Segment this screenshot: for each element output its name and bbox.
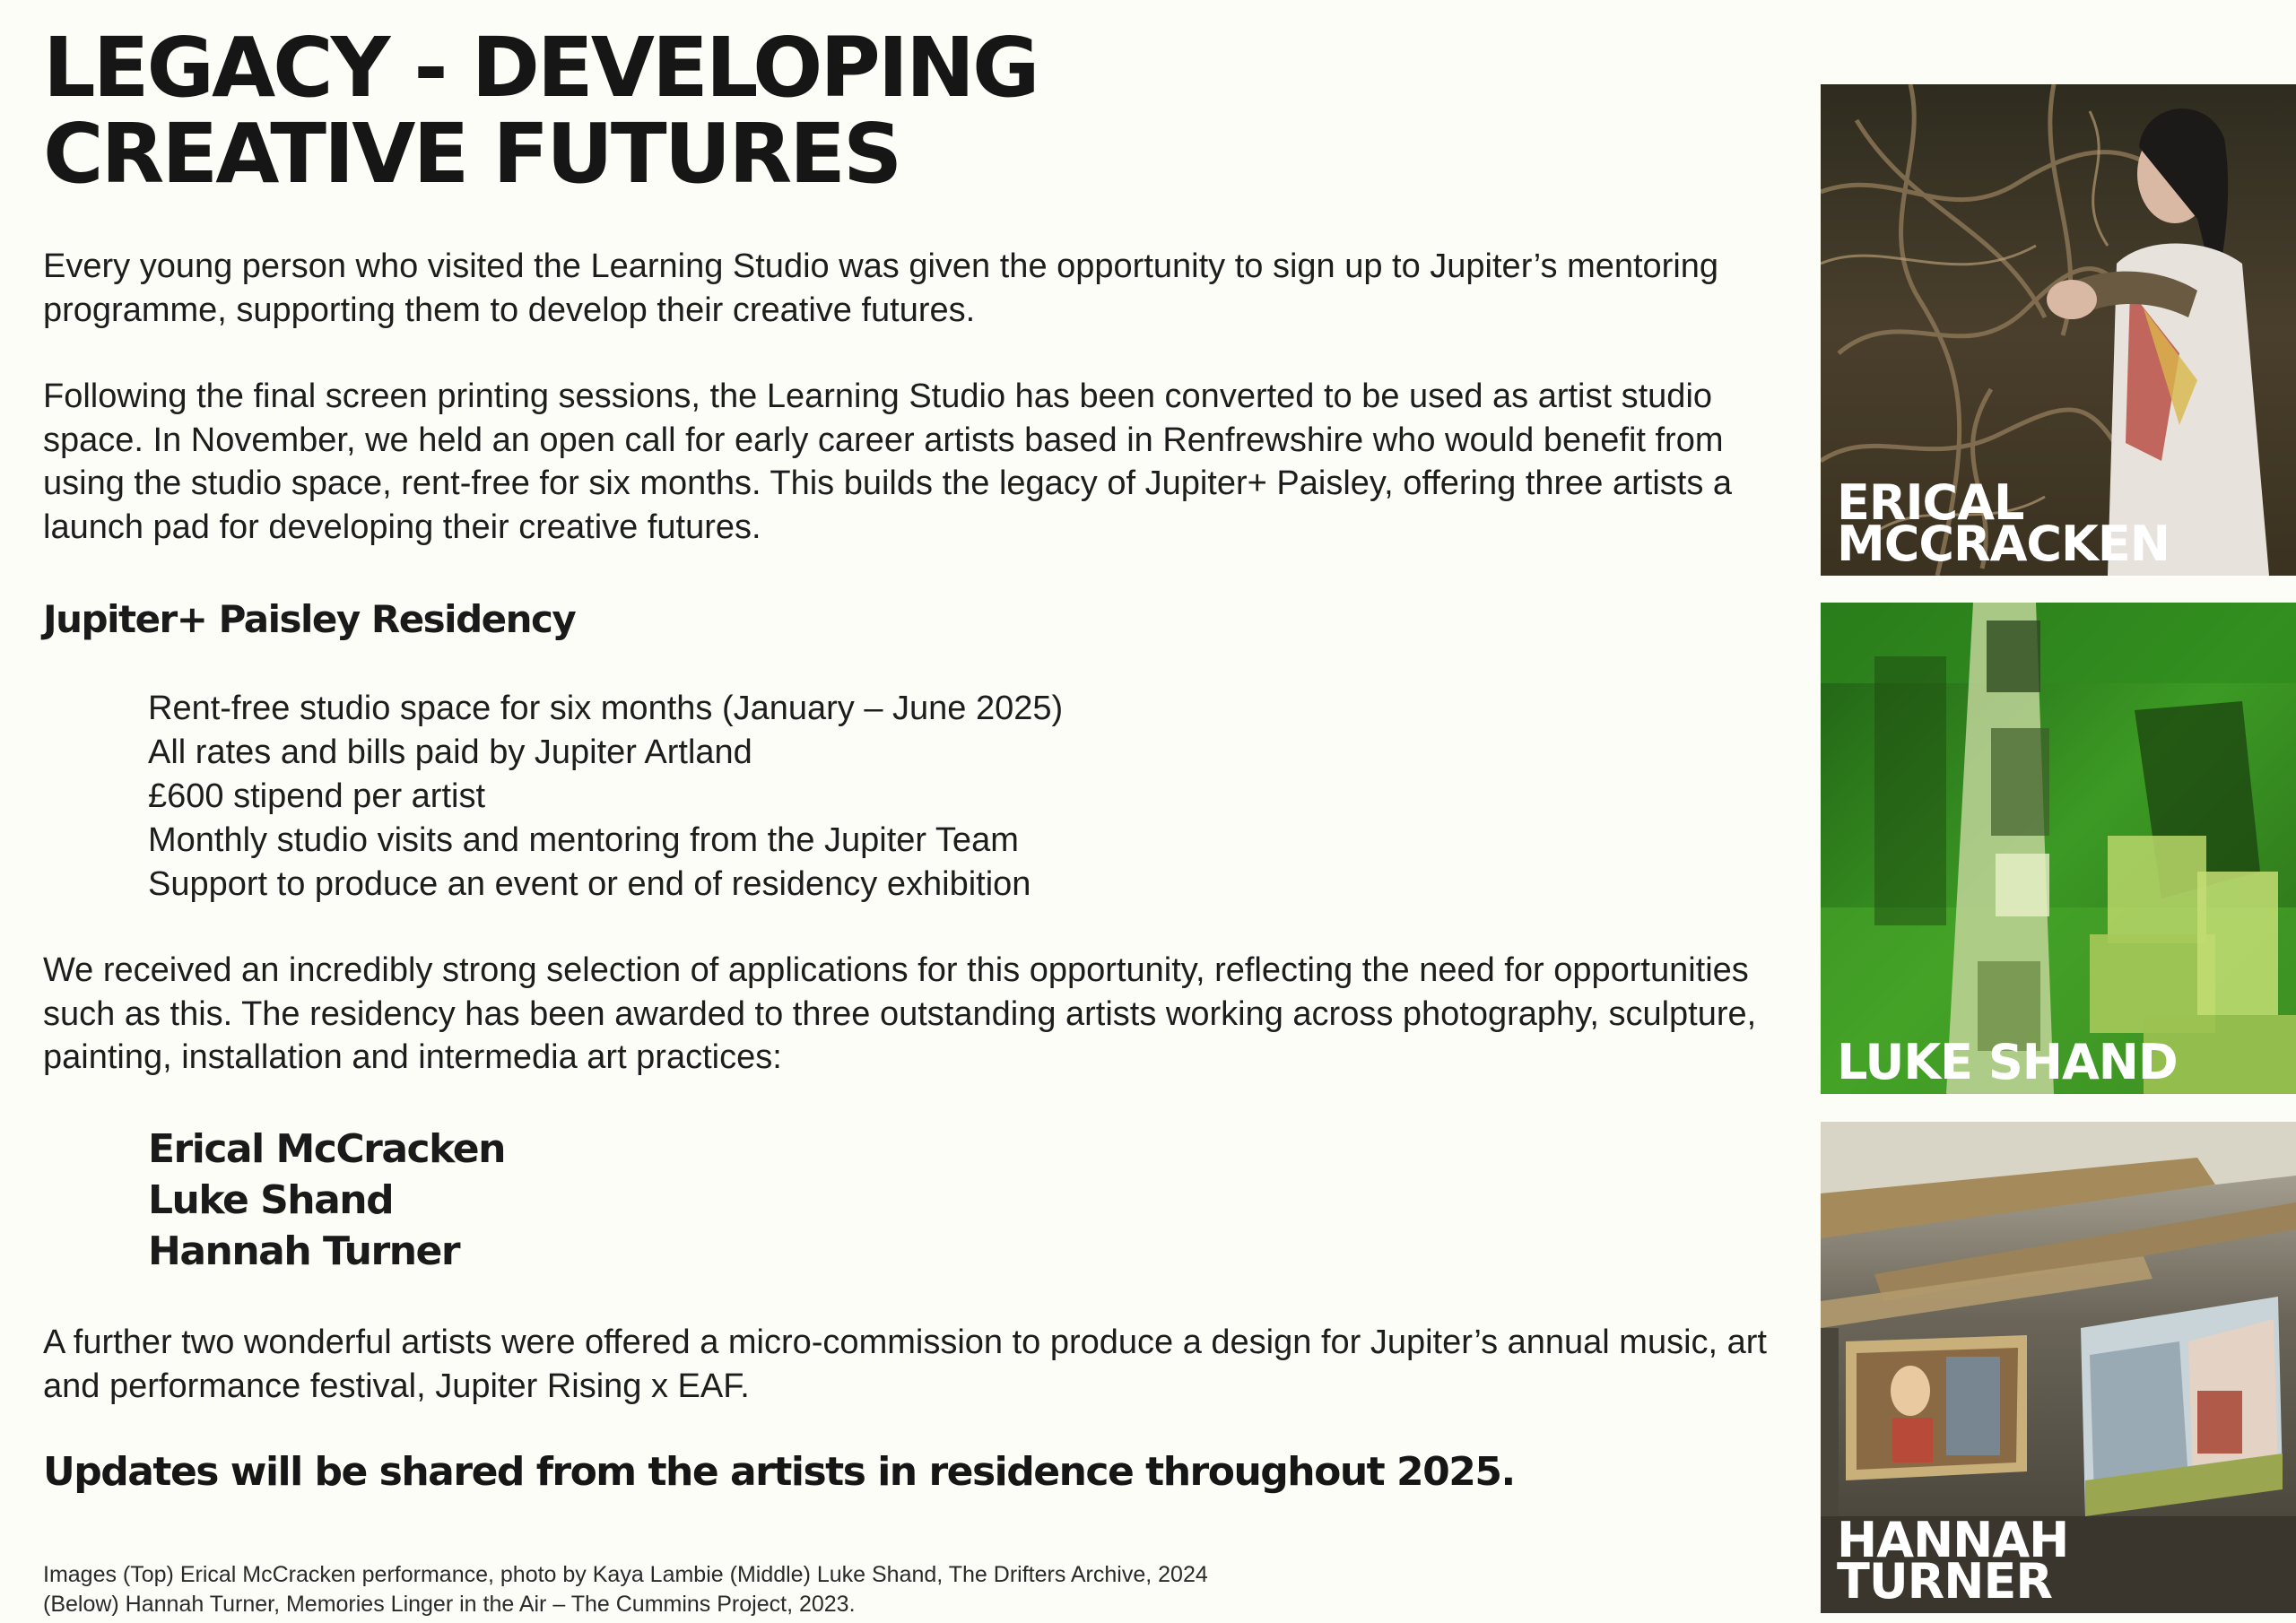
title-line-2: CREATIVE FUTURES [43,106,900,202]
applications-paragraph: We received an incredibly strong selection of applications for this opportunity, reflecting the need for opportunities such as this. The residency has been awarded to three outstanding artists working across photography, sculpture, painting, installation and intermedia art practices: [43,951,1757,1076]
studio-paragraph: Following the final screen printing sessions, the Learning Studio has been converted to be used as artist studio space. In November, we held an open call for early career artists based in Renfrewshire who would benefit from using the studio space, rent-free for six months. This builds the legacy of Jupiter+ Paisley, offering three artists a launch pad for developing their creative futures. [43,378,1733,546]
erical-mccracken-photo [1821,84,2296,576]
artist-name: Luke Shand [148,1177,394,1223]
photo-label: HANNAH TURNER [1837,1512,2069,1610]
hannah-turner-photo [1821,1122,2296,1613]
title-line-1: LEGACY - DEVELOPING [43,20,1038,116]
list-item: Monthly studio visits and mentoring from the Jupiter Team [148,821,1019,859]
closing-statement: Updates will be shared from the artists in residence throughout 2025. [43,1449,1515,1495]
residency-benefits-list [148,687,1063,907]
artist-name: Erical McCracken [148,1126,505,1172]
luke-shand-photo [1821,603,2296,1094]
list-item: All rates and bills paid by Jupiter Artland [148,733,752,771]
page-title [43,20,1209,202]
list-item: Rent-free studio space for six months (January – June 2025) [148,690,1064,727]
list-item: £600 stipend per artist [148,777,486,815]
green-installation-image [1821,603,2296,1094]
photo-label: ERICAL MCCRACKEN [1837,474,2170,572]
artist-list [148,1124,505,1277]
caption-line-2: (Below) Hannah Turner, Memories Linger in the Air – The Cummins Project, 2023. [43,1592,856,1617]
intro-paragraph: Every young person who visited the Learning Studio was given the opportunity to sign up to Jupiter’s mentoring programme, supporting them to develop their creative futures. [43,247,1719,329]
micro-commission-paragraph: A further two wonderful artists were offered a micro-commission to produce a design for Jupiter’s annual music, art and performance festival, Jupiter Rising x EAF. [43,1324,1767,1405]
residency-heading: Jupiter+ Paisley Residency [43,597,576,641]
image-caption [43,1560,1747,1619]
caption-line-1: Images (Top) Erical McCracken performance, photo by Kaya Lambie (Middle) Luke Shand, The Drifters Archive, 2024 [43,1562,1208,1587]
photo-label: LUKE SHAND [1837,1034,2178,1090]
list-item: Support to produce an event or end of residency exhibition [148,865,1031,903]
artist-name: Hannah Turner [148,1228,460,1274]
